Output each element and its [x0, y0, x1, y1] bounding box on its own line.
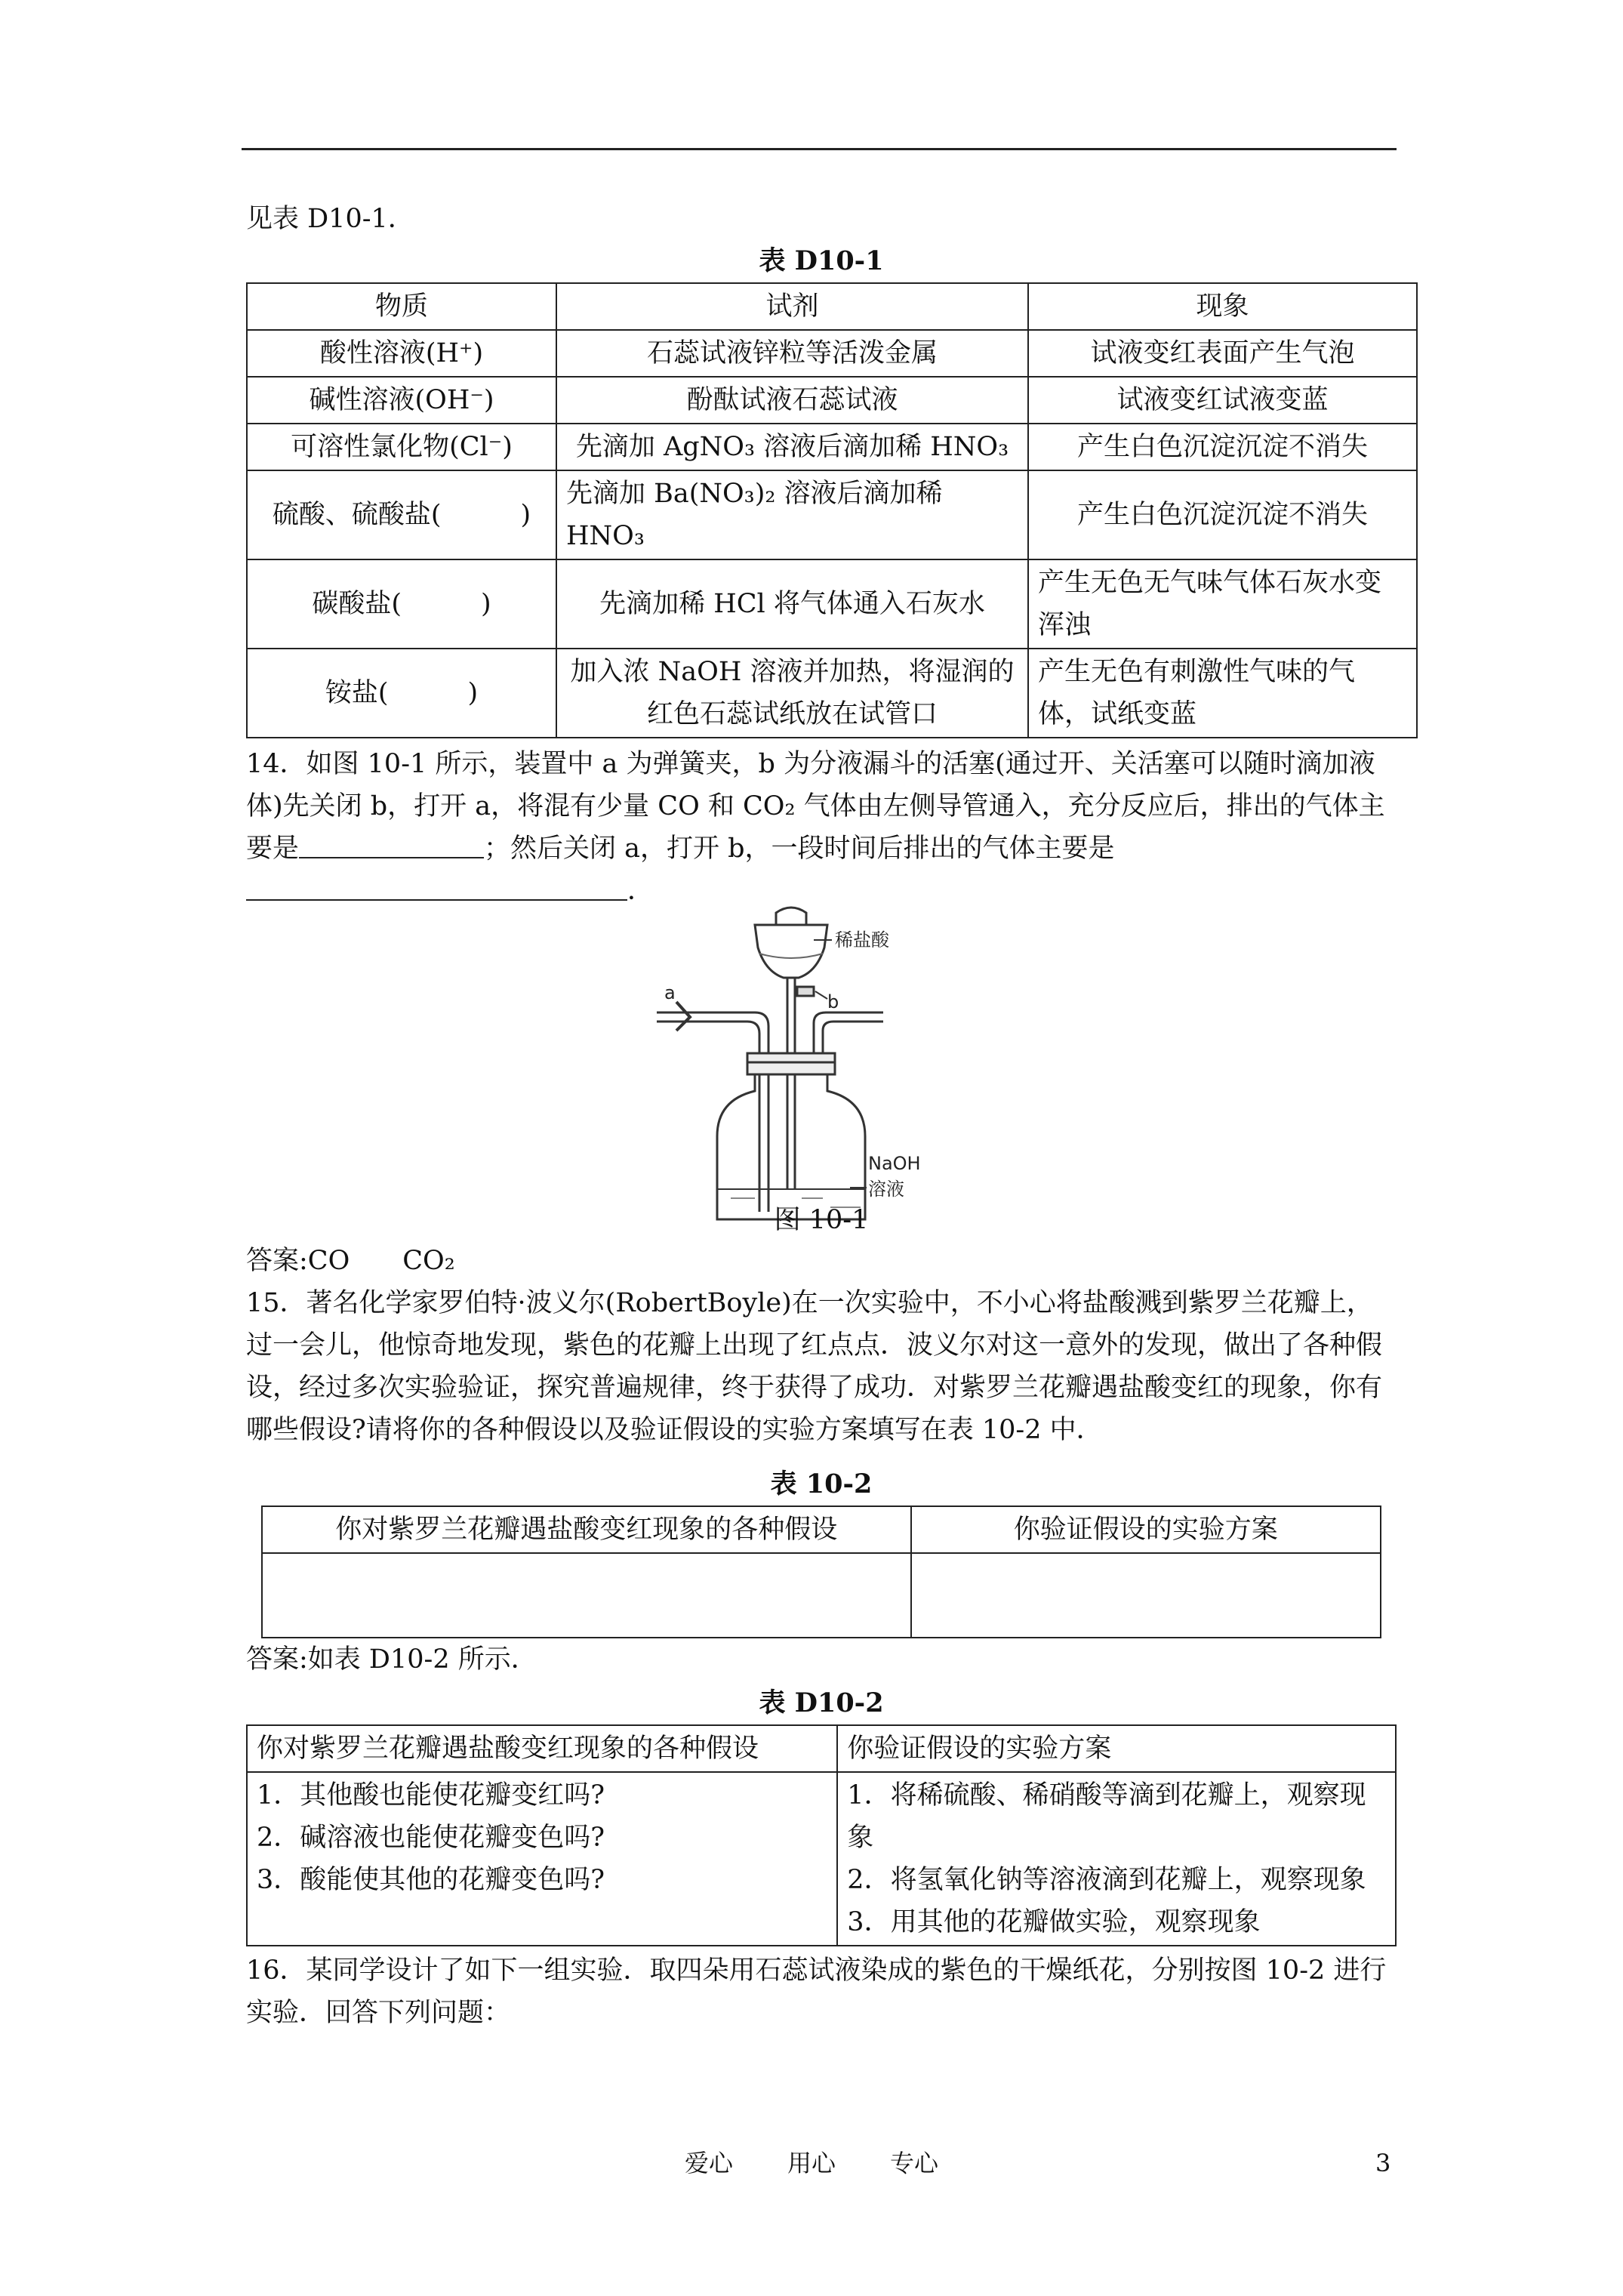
table-header-cell: 试剂 [556, 283, 1028, 330]
substance-cell: 硫酸、硫酸盐( ) [247, 470, 556, 559]
answer-blank-1[interactable] [299, 831, 484, 858]
q14-text2: ；然后关闭 a，打开 b，一段时间后排出的气体主要是 [484, 834, 1115, 864]
inlet-tube [657, 1012, 768, 1212]
table-row [247, 649, 1417, 738]
label-b: b [827, 991, 839, 1012]
table-row [262, 1553, 1381, 1638]
hypothesis-answer-cell[interactable] [262, 1553, 911, 1638]
q14-text3: ． [627, 876, 654, 906]
table2-wrapper [246, 1505, 1397, 1638]
separatory-funnel [755, 925, 827, 978]
table-10-2 [261, 1505, 1381, 1638]
page-number: 3 [1375, 2149, 1391, 2177]
plan-answer-cell[interactable] [911, 1553, 1381, 1638]
reagent-cell: 先滴加 Ba(NO₃)₂ 溶液后滴加稀 HNO₃ [556, 470, 1028, 559]
table2-caption: 表 10-2 [770, 1469, 873, 1499]
figure-caption: 图 10-1 [774, 1205, 869, 1235]
phenomenon-cell: 试液变红试液变蓝 [1028, 377, 1417, 424]
table-d10-2 [246, 1724, 1397, 1946]
table-row [247, 559, 1417, 649]
question-16: 16．某同学设计了如下一组实验．取四朵用石蕊试液染成的紫色的干燥纸花，分别按图 10-2 进行实验．回答下列问题： [246, 1955, 1387, 2028]
question-15: 15．著名化学家罗伯特·波义尔(RobertBoyle)在一次实验中，不小心将盐酸溅到紫罗兰花瓣上，过一会儿，他惊奇地发现，紫色的花瓣上出现了红点点．波义尔对这一意外的发现，做出了各种假设，经过多次实验验证，探究普遍规律，终于获得了成功．对紫罗兰花瓣遇盐酸变红的现象，你有哪些假设?请将你的各种假设以及验证假设的实验方案填写在表 10-2 中． [246, 1288, 1383, 1445]
table-header-cell: 你对紫罗兰花瓣遇盐酸变红现象的各种假设 [262, 1506, 911, 1553]
list-item: 1．将稀硫酸、稀硝酸等滴到花瓣上，观察现象 [847, 1780, 1366, 1853]
phenomenon-cell: 产生无色有刺激性气味的气体，试纸变蓝 [1028, 649, 1417, 738]
reagent-cell: 加入浓 NaOH 溶液并加热，将湿润的红色石蕊试纸放在试管口 [556, 649, 1028, 738]
footer-item: 用心 [787, 2149, 836, 2177]
list-item: 3．用其他的花瓣做实验，观察现象 [847, 1907, 1261, 1937]
header-rule [242, 148, 1397, 150]
substance-cell: 碱性溶液(OH⁻) [247, 377, 556, 424]
answer-blank-2[interactable] [246, 873, 627, 901]
list-item: 2．将氢氧化钠等溶液滴到花瓣上，观察现象 [847, 1865, 1366, 1895]
table-header-row [262, 1506, 1381, 1553]
footer-item: 专心 [890, 2149, 939, 2177]
table-header-cell: 你验证假设的实验方案 [837, 1725, 1396, 1772]
rubber-stopper [747, 1053, 835, 1074]
table-header-row [247, 1725, 1396, 1772]
answer-14-first: CO [307, 1246, 350, 1276]
table-d10-1 [246, 282, 1418, 738]
question-14 [246, 743, 1397, 912]
substance-cell: 铵盐( ) [247, 649, 556, 738]
table3-caption: 表 D10-2 [759, 1687, 884, 1718]
hypotheses-cell [247, 1772, 837, 1946]
table-row [247, 424, 1417, 470]
substance-cell: 酸性溶液(H⁺) [247, 330, 556, 377]
table-row [247, 470, 1417, 559]
section-questions [246, 1240, 1397, 2034]
table-row [247, 330, 1417, 377]
reagent-cell: 酚酞试液石蕊试液 [556, 377, 1028, 424]
answer-prefix: 答案: [246, 1246, 308, 1276]
intro-text: 见表 D10-1． [246, 204, 414, 234]
plans-cell [837, 1772, 1396, 1946]
label-solution: 溶液 [868, 1179, 904, 1200]
list-item: 2．碱溶液也能使花瓣变色吗? [257, 1823, 605, 1853]
phenomenon-cell: 试液变红表面产生气泡 [1028, 330, 1417, 377]
table-header-cell: 你验证假设的实验方案 [911, 1506, 1381, 1553]
list-item: 3．酸能使其他的花瓣变色吗? [257, 1865, 605, 1895]
table-header-cell: 现象 [1028, 283, 1417, 330]
table1-caption: 表 D10-1 [759, 245, 884, 276]
answer-14 [246, 1240, 1397, 1282]
apparatus-figure [642, 902, 959, 1234]
table-header-row [247, 283, 1417, 330]
label-naoh: NaOH [868, 1153, 921, 1174]
stopcock-b [797, 987, 814, 996]
answer-14-second: CO₂ [402, 1246, 455, 1276]
answer-15: 答案:如表 D10-2 所示． [246, 1644, 537, 1675]
table-row [247, 377, 1417, 424]
label-a: a [664, 982, 676, 1003]
reagent-cell: 先滴加稀 HCl 将气体通入石灰水 [556, 559, 1028, 649]
label-dilute-hcl: 稀盐酸 [835, 929, 889, 951]
table-header-cell: 物质 [247, 283, 556, 330]
table-header-cell: 你对紫罗兰花瓣遇盐酸变红现象的各种假设 [247, 1725, 837, 1772]
q14-text1: 14．如图 10-1 所示，装置中 a 为弹簧夹，b 为分液漏斗的活塞(通过开、关活塞可以随时滴加液体)先关闭 b，打开 a，将混有少量 CO 和 CO₂ 气体由左侧导管通入，充分反应后，排出的气体主要是 [246, 749, 1385, 864]
reagent-cell: 石蕊试液锌粒等活泼金属 [556, 330, 1028, 377]
phenomenon-cell: 产生白色沉淀沉淀不消失 [1028, 424, 1417, 470]
substance-cell: 可溶性氯化物(Cl⁻) [247, 424, 556, 470]
phenomenon-cell: 产生无色无气味气体石灰水变浑浊 [1028, 559, 1417, 649]
funnel-stopper [776, 908, 806, 925]
list-item: 1．其他酸也能使花瓣变红吗? [257, 1780, 605, 1811]
substance-cell: 碳酸盐( ) [247, 559, 556, 649]
phenomenon-cell: 产生白色沉淀沉淀不消失 [1028, 470, 1417, 559]
section-table-d10-1 [246, 198, 1397, 912]
reagent-cell: 先滴加 AgNO₃ 溶液后滴加稀 HNO₃ [556, 424, 1028, 470]
footer-item: 爱心 [684, 2149, 733, 2177]
clamp-a [676, 1002, 690, 1031]
table-row [247, 1772, 1396, 1946]
